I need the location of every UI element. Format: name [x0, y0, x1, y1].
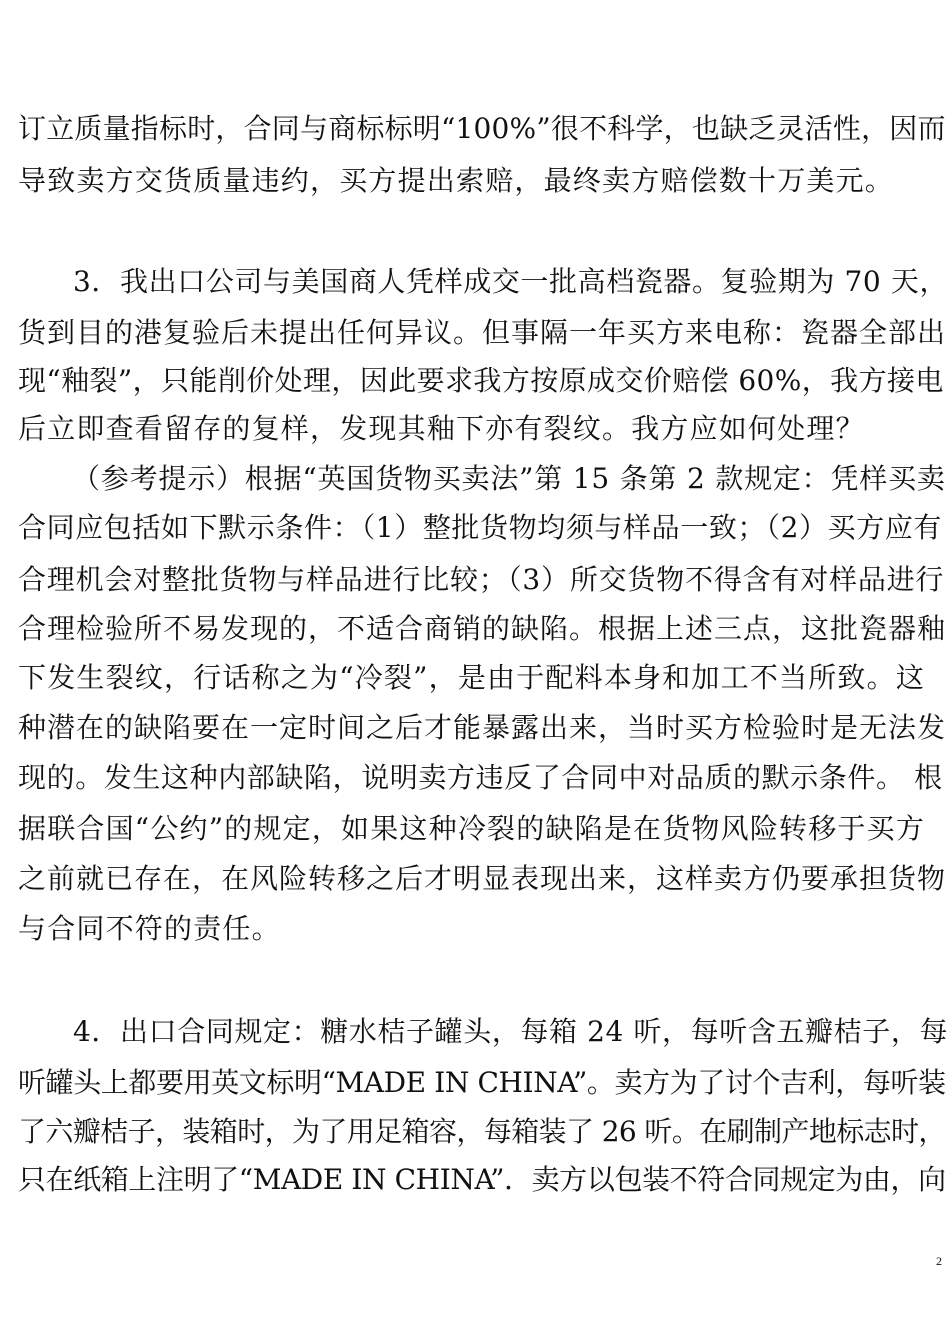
- text-line: 合同应包括如下默示条件：（1）整批货物均须与样品一致；（2）买方应有: [18, 511, 943, 544]
- text-line: 与合同不符的责任。: [18, 912, 281, 945]
- text-line: 3．我出口公司与美国商人凭样成交一批高档瓷器。复验期为 70 天，: [73, 265, 949, 298]
- text-line: 下发生裂纹，行话称之为“冷裂”，是由于配料本身和加工不当所致。这: [18, 661, 926, 694]
- text-line: 之前就已存在，在风险转移之后才明显表现出来，这样卖方仍要承担货物: [18, 862, 947, 895]
- text-line: 后立即查看留存的复样，发现其釉下亦有裂纹。我方应如何处理？: [18, 412, 865, 445]
- page-number: 2: [936, 1254, 942, 1268]
- text-line: 合理机会对整批货物与样品进行比较；（3）所交货物不得含有对样品进行: [18, 563, 945, 596]
- text-line: 货到目的港复验后未提出任何异议。但事隔一年买方来电称：瓷器全部出: [18, 316, 947, 349]
- text-line: （参考提示）根据“英国货物买卖法”第 15 条第 2 款规定：凭样买卖: [72, 462, 946, 495]
- text-line: 现的。发生这种内部缺陷，说明卖方违反了合同中对品质的默示条件。 根: [18, 761, 943, 794]
- text-line: 4．出口合同规定：糖水桔子罐头，每箱 24 听，每听含五瓣桔子，每: [73, 1015, 949, 1048]
- text-line: 听罐头上都要用英文标明“MADE IN CHINA”。卖方为了讨个吉利，每听装: [18, 1066, 946, 1099]
- text-line: 导致卖方交货质量违约，买方提出索赔，最终卖方赔偿数十万美元。: [18, 164, 895, 197]
- text-line: 订立质量指标时，合同与商标标明“100%”很不科学，也缺乏灵活性，因而: [18, 112, 946, 145]
- text-line: 只在纸箱上注明了“MADE IN CHINA”．卖方以包装不符合同规定为由，向: [18, 1163, 946, 1196]
- text-line: 合理检验所不易发现的，不适合商销的缺陷。根据上述三点，这批瓷器釉: [18, 612, 947, 645]
- text-line: 现“釉裂”，只能削价处理，因此要求我方按原成交价赔偿 60%，我方接电: [18, 364, 944, 397]
- text-line: 种潜在的缺陷要在一定时间之后才能暴露出来，当时买方检验时是无法发: [18, 711, 947, 744]
- text-line: 据联合国“公约”的规定，如果这种冷裂的缺陷是在货物风险转移于买方: [18, 812, 926, 845]
- text-line: 了六瓣桔子，装箱时，为了用足箱容，每箱装了 26 听。在刷制产地标志时，: [18, 1115, 946, 1148]
